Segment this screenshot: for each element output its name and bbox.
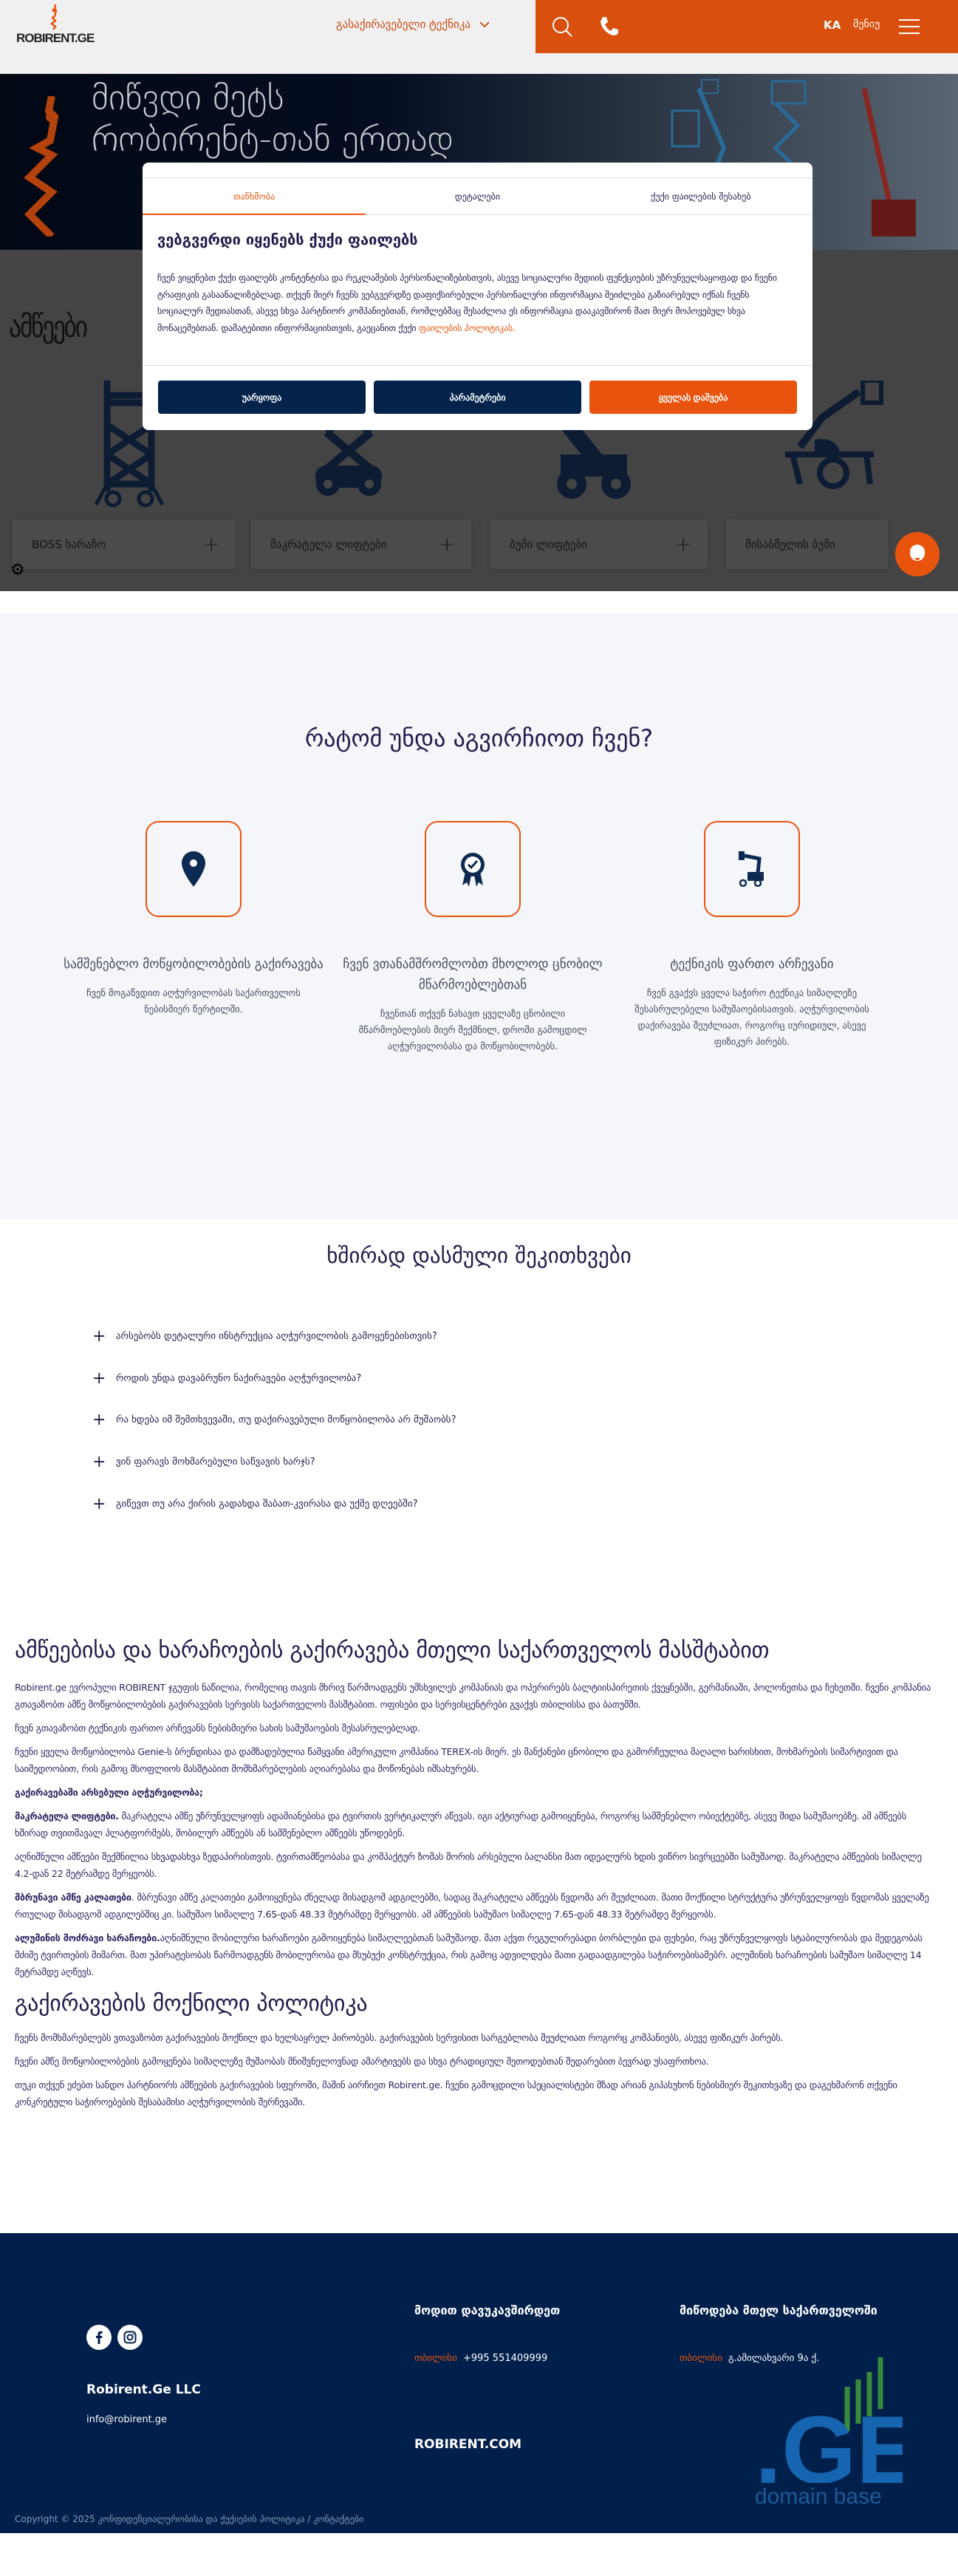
faq-question: არსებობს დეტალური ინსტრუქცია აღჭურვილობის გამოყენებისთვის?	[116, 1330, 437, 1342]
why-item-title: ჩვენ ვთანამშრომლობთ მხოლოდ ცნობილ მწარმოებლებთან	[343, 957, 603, 992]
accept-all-button[interactable]: ყველას დაშვება	[589, 381, 797, 414]
chevron-down-icon	[479, 21, 490, 28]
nav-equipment-label: გასაქირავებელი ტექნიკა	[336, 18, 471, 31]
paragraph-text: მაკრატელა ამწე უზრუნველყოფს ადამიანებისა და ტვირთის ვერტიკალურ აწევას. იგი აქტიურად გამოიყენება, როგორც სამშენებლო ობიექტებზე, ასევე შიდა სამუშაოებზე. ამ ამწეებს ხშირად თვითმავალ პლატფორმებს, მობილურ ამწეებს ან სამშენებლო ამწეებს უწოდებენ.	[15, 1810, 907, 1839]
why-choose-us-section	[0, 613, 958, 1219]
why-item-text: ჩვენთან თქვენ ნახავთ ყველაზე ცნობილი მწარმოებლების მიერ შექმნილ, დროში გამოცდილ აღჭურვილობასა და მოწყობილობებს.	[358, 1008, 587, 1052]
seo-paragraph	[15, 1929, 938, 1980]
hamburger-menu-icon[interactable]	[899, 19, 920, 34]
nav-equipment-dropdown[interactable]	[336, 18, 490, 31]
boom-lift-icon	[739, 851, 765, 887]
hero-title	[92, 77, 453, 160]
menu-label[interactable]: მენიუ	[853, 18, 880, 30]
paragraph-text: . მბრუნავი ამწე კალათები გამოიყენება ძნელად მისადგომ ადგილებში, სადაც მაკრატელა ამწეებს წვდომა არ შეუძლიათ. მათი მოქნილი სტრუქტურა უზრუნველყოფს წვდომას ყველაზე რთულად მისადგომ ადგილებშიც კი. სამუშაო სიმაღლე 7.65-დან 48.33 მეტრამდე მერყეობს. ამ ამწეების სამუშაო სიმაღლე 7.65-დან 48.33 მეტრამდე მერყეობს.	[15, 1892, 929, 1920]
category-label: მისაბმელის ბუმი	[745, 537, 835, 551]
email-link[interactable]: info@robirent.ge	[86, 2414, 168, 2425]
ge-logo-subtitle: domain base	[755, 2484, 882, 2509]
facebook-icon	[95, 2331, 103, 2344]
why-item-text: ჩვენ მოგაწვდით აღჭურვილობას საქართველოს ნებისმიერ წერტილში.	[86, 987, 301, 1015]
site-header	[0, 0, 958, 74]
faq-question: როდის უნდა დავაბრუნო ნაქირავები აღჭურვილობა?	[116, 1372, 362, 1384]
seo-paragraph: Robirent.ge ევროპული ROBIRENT ჯგუფის ნაწილია, რომელიც თავის მხრივ წარმოადგენს უმსხვილეს კომპანიას და ოპერირებს ბალტიისპირეთის ქვეყნებში, გერმანიაში, პოლონეთსა და ჩეხეთში. ჩვენი კომპანია გთავაზობთ ამწე მოწყობილობების გაქირავების სერვისს საქართველოს მასშტაბით. ოფისები და სერვისცენტრები გვაქვს თბილისსა და ბათუმში.	[15, 1682, 931, 1710]
faq-item[interactable]	[92, 1325, 831, 1347]
logo-text: ROBIRENT.GE	[16, 31, 95, 45]
faq-item[interactable]	[92, 1408, 831, 1431]
faq-question: რა ხდება იმ შემთხვევაში, თუ დაქირავებული მოწყობილობა არ მუშაობს?	[116, 1414, 456, 1425]
faq-item[interactable]	[92, 1451, 831, 1473]
why-item	[612, 821, 892, 1050]
categories-title: ამწეები	[9, 310, 86, 344]
cookie-tabs	[143, 178, 812, 215]
why-item	[332, 821, 613, 1054]
seo-paragraph: ჩვენ გთავაზობთ ტექნიკის ფართო არჩევანს ნებისმიერი სახის სამუშაოების შესასრულებლად.	[15, 1723, 420, 1734]
instagram-icon	[123, 2331, 137, 2344]
facebook-link[interactable]	[86, 2325, 112, 2350]
hero-title-line: ერთად	[341, 118, 454, 160]
phone-icon[interactable]	[597, 15, 620, 38]
category-label: მაკრატელა ლიფტები	[270, 537, 387, 551]
settings-button[interactable]: პარამეტრები	[374, 381, 581, 414]
instagram-link[interactable]	[117, 2325, 143, 2350]
cookie-settings-gear-icon[interactable]: ⚙	[10, 561, 25, 579]
phone-number[interactable]: +995 551409999	[462, 2353, 548, 2364]
address: გ.ამილახვარი 9ა ქ.	[728, 2353, 820, 2364]
plus-icon[interactable]: +	[439, 533, 455, 556]
cookie-body-text: ჩვენ ვიყენებთ ქუქი ფაილებს კონტენტისა და რეკლამების პერსონალიზებისთვის, ასევე სოციალური მედიის ფუნქციების უზრუნველსაყოფად და ჩვენი ტრაფიკის გასაანალიზებლად. თქვენ მიერ ჩვენს ვებგვერდზე დაფიქსირებული პერსონალური ინფორმაცია შეიძლება გაზიარებულ იქნას ჩვენს სოციალურ მედიასთან, ასევე სხვა პარტნიორ კომპანიებთან, რომლებმაც შესაძლოა ეს ინფორმაცია დააკავშირონ მათ მიერ მოპოვებულ სხვა მონაცემებთან. დამატებითი ინფორმაციისთვის, გაეცანით ქუქი	[157, 273, 777, 333]
plus-icon: +	[92, 1494, 106, 1513]
reject-button[interactable]: უარყოფა	[158, 381, 366, 414]
chat-button[interactable]	[895, 532, 940, 576]
category-card-boom-lifts[interactable]	[490, 519, 708, 569]
icon-box	[146, 821, 242, 917]
category-label: BOSS ხარაჩო	[32, 537, 106, 551]
plus-icon: +	[92, 1410, 106, 1429]
location-pin-icon	[182, 851, 205, 887]
company-name: Robirent.Ge LLC	[86, 2382, 201, 2397]
search-icon[interactable]	[550, 15, 574, 38]
faq-question: ვინ ფარავს მოხმარებული საწვავის ხარჯს?	[116, 1456, 315, 1468]
cookie-modal-title: ვებგვერდი იყენებს ქუქი ფაილებს	[157, 231, 418, 248]
why-item-text: ჩვენ გვაქვს ყველა საჭირო ტექნიკა სიმაღლეზე შესასრულებელი სამუშაოებისათვის. აღჭურვილობის დაქირავება შეუძლიათ, როგორც იურიდიულ, ასევე ფიზიკურ პირებს.	[634, 987, 869, 1047]
hero-title-line: რობირენტ-თან	[92, 118, 331, 160]
faq-item[interactable]	[92, 1493, 831, 1515]
plus-icon: +	[92, 1452, 106, 1471]
plus-icon[interactable]: +	[203, 533, 219, 556]
seo-title: ამწეებისა და ხარაჩოების გაქირავება მთელი საქართველოს მასშტაბით	[15, 1638, 770, 1663]
site-footer	[0, 2233, 958, 2533]
why-item	[53, 821, 334, 1018]
section-title: რატომ უნდა აგვირჩიოთ ჩვენ?	[304, 724, 654, 752]
robirent-logo[interactable]	[16, 4, 93, 52]
icon-box	[425, 821, 521, 917]
faq-title: ხშირად დასმული შეკითხვები	[326, 1243, 632, 1268]
bold-lead: ალუმინის მოძრავი ხარაჩოები.	[15, 1932, 160, 1943]
icon-box	[704, 821, 800, 917]
city-label: თბილისი	[680, 2353, 722, 2364]
delivery-heading: მიწოდება მთელ საქართველოში	[680, 2303, 877, 2317]
plus-icon: +	[92, 1326, 106, 1346]
seo-paragraph: ჩვენს მომხმარებლებს ვთავაზობთ გაქირავების მოქნილ და ხელსაყრელ პირობებს. გაქირავების სერვისით სარგებლობა შეუძლიათ როგორც კომპანიებს, ასევე ფიზიკურ პირებს.	[15, 2032, 784, 2043]
bold-lead: მაკრატელა ლიფტები.	[15, 1810, 119, 1822]
divider	[143, 365, 812, 366]
faq-item[interactable]	[92, 1367, 831, 1389]
category-label: ბუმი ლიფტები	[510, 537, 588, 551]
bold-lead: მბრუნავი ამწე კალათები	[15, 1892, 131, 1903]
why-item-title: ტექნიკის ფართო არჩევანი	[670, 957, 834, 972]
plus-icon[interactable]: +	[675, 533, 691, 556]
cookie-policy-link[interactable]: ფაილების პოლიტიკას.	[419, 322, 516, 333]
seo-paragraph	[15, 1807, 938, 1841]
seo-paragraph: ჩვენი ამწე მოწყობილობების გამოყენება სიმაღლეზე მუშაობას მნიშვნელოვნად ამარტივებს და სხვა ტრადიციულ მეთოდებთან შედარებით ბევრად უსაფრთხოა.	[15, 2056, 709, 2067]
paragraph-text: აღნიშნული მობილური ხარაჩოები გამოიყენება სიმაღლეებთან სამუშაოდ. მათ აქვთ რეგულირებადი ბორბლები და ფეხები, რაც უზრუნველყოფს სტაბილურობას და მედეგობას მძიმე ტვირთების მიმართ. მათ უპირატესობას წარმოადგენს მობილურობა და მსუბუქი კონსტრუქცია, რის გამოც ადვილდება მათი გადაადგილება საჭიროებისამებრ. ალუმინის ხარაჩოების სამუშაო სიმაღლე 14 მეტრამდე აღწევს.	[15, 1932, 923, 1977]
category-card-boss-scaffold[interactable]	[13, 519, 236, 569]
category-card-trailer-boom[interactable]	[726, 519, 889, 569]
header-action-bar	[536, 0, 958, 53]
equipment-heading: გაქირავებაში არსებული აღჭურვილობა;	[15, 1787, 203, 1798]
tab-details[interactable]: დეტალები	[454, 191, 501, 202]
ge-logo-mark	[755, 2357, 903, 2483]
ge-domain-base-logo[interactable]	[755, 2357, 903, 2516]
faq-question: გიწევთ თუ არა ქირის გადახდა შაბათ-კვირასა და უქმე დღეებში?	[116, 1498, 418, 1510]
category-card-scissor-lifts[interactable]	[251, 519, 471, 569]
seo-paragraph: აღნიშნული ამწეები შექმნილია სხვადასხვა ზედაპირისთვის. ტვირთამწეობასა და კომპაქტურ ზომას შორის არსებული ბალანსი მათ იდეალურს ხდის ვიწრო სივრცეებში სამუშაოდ. მაკრატელა ამწეების სიმაღლე 4.2-დან 22 მეტრამდე მერყეობს.	[15, 1851, 922, 1879]
copyright: Copyright © 2025 კონფიდენციალურობისა და ქუქიების პოლიტიკა / კონტაქტები	[15, 2514, 364, 2524]
tab-consent[interactable]: თანხმობა	[143, 178, 366, 214]
policy-title: გაქირავების მოქნილი პოლიტიკა	[15, 1991, 368, 2017]
phone-row	[414, 2353, 547, 2364]
robot-figure-icon	[22, 96, 66, 236]
seo-paragraph: თუკი თქვენ ეძებთ სანდო პარტნიორს ამწეების გაქირავების სფეროში, მაშინ აირჩიეთ Robirent.ge. ჩვენი გამოცდილი სპეციალისტები მზად არიან გიპასუხონ ნებისმიერ შეკითხვაზე და დაგეხმარონ თქვენი კონკრეტული საჭიროებების შესაბამისი აღჭურვილობის შერჩევაში.	[15, 2079, 897, 2108]
contact-heading: მოდით დავუკავშირდეთ	[414, 2303, 561, 2317]
badge-check-icon	[459, 851, 486, 887]
language-switcher[interactable]: KA	[824, 18, 841, 32]
cookie-modal-body	[157, 270, 796, 336]
seo-paragraph: ჩვენი ყველა მოწყობილობა Genie-ს ბრენდისაა და დამზადებულია წამყვანი ამერიკული კომპანია TEREX-ის მიერ. ეს მანქანები ცნობილი და გამორჩეულია მაღალი ხარისხით, მოხმარების სიმარტივით და საიმედოობით, რის გამოც მსოფლიოს მასშტაბით მომხმარებლების აღიარებასა და მოწონებას იმსახურებს.	[15, 1746, 898, 1774]
chat-bubble-icon	[909, 543, 926, 565]
plus-icon: +	[92, 1369, 106, 1388]
tab-about-cookies[interactable]: ქუქი ფაილების შესახებ	[651, 191, 751, 202]
cookie-consent-modal	[143, 163, 812, 430]
ge-logo-text: .GE	[755, 2396, 903, 2483]
website-link[interactable]: ROBIRENT.COM	[414, 2437, 522, 2452]
city-label: თბილისი	[414, 2353, 457, 2364]
why-item-title: სამშენებლო მოწყობილობების გაქირავება	[64, 957, 324, 972]
seo-content	[15, 1635, 938, 2117]
seo-paragraph	[15, 1889, 938, 1923]
robot-logo-icon	[49, 4, 59, 30]
hero-title-line: მიწვდი მეტს	[92, 77, 284, 118]
